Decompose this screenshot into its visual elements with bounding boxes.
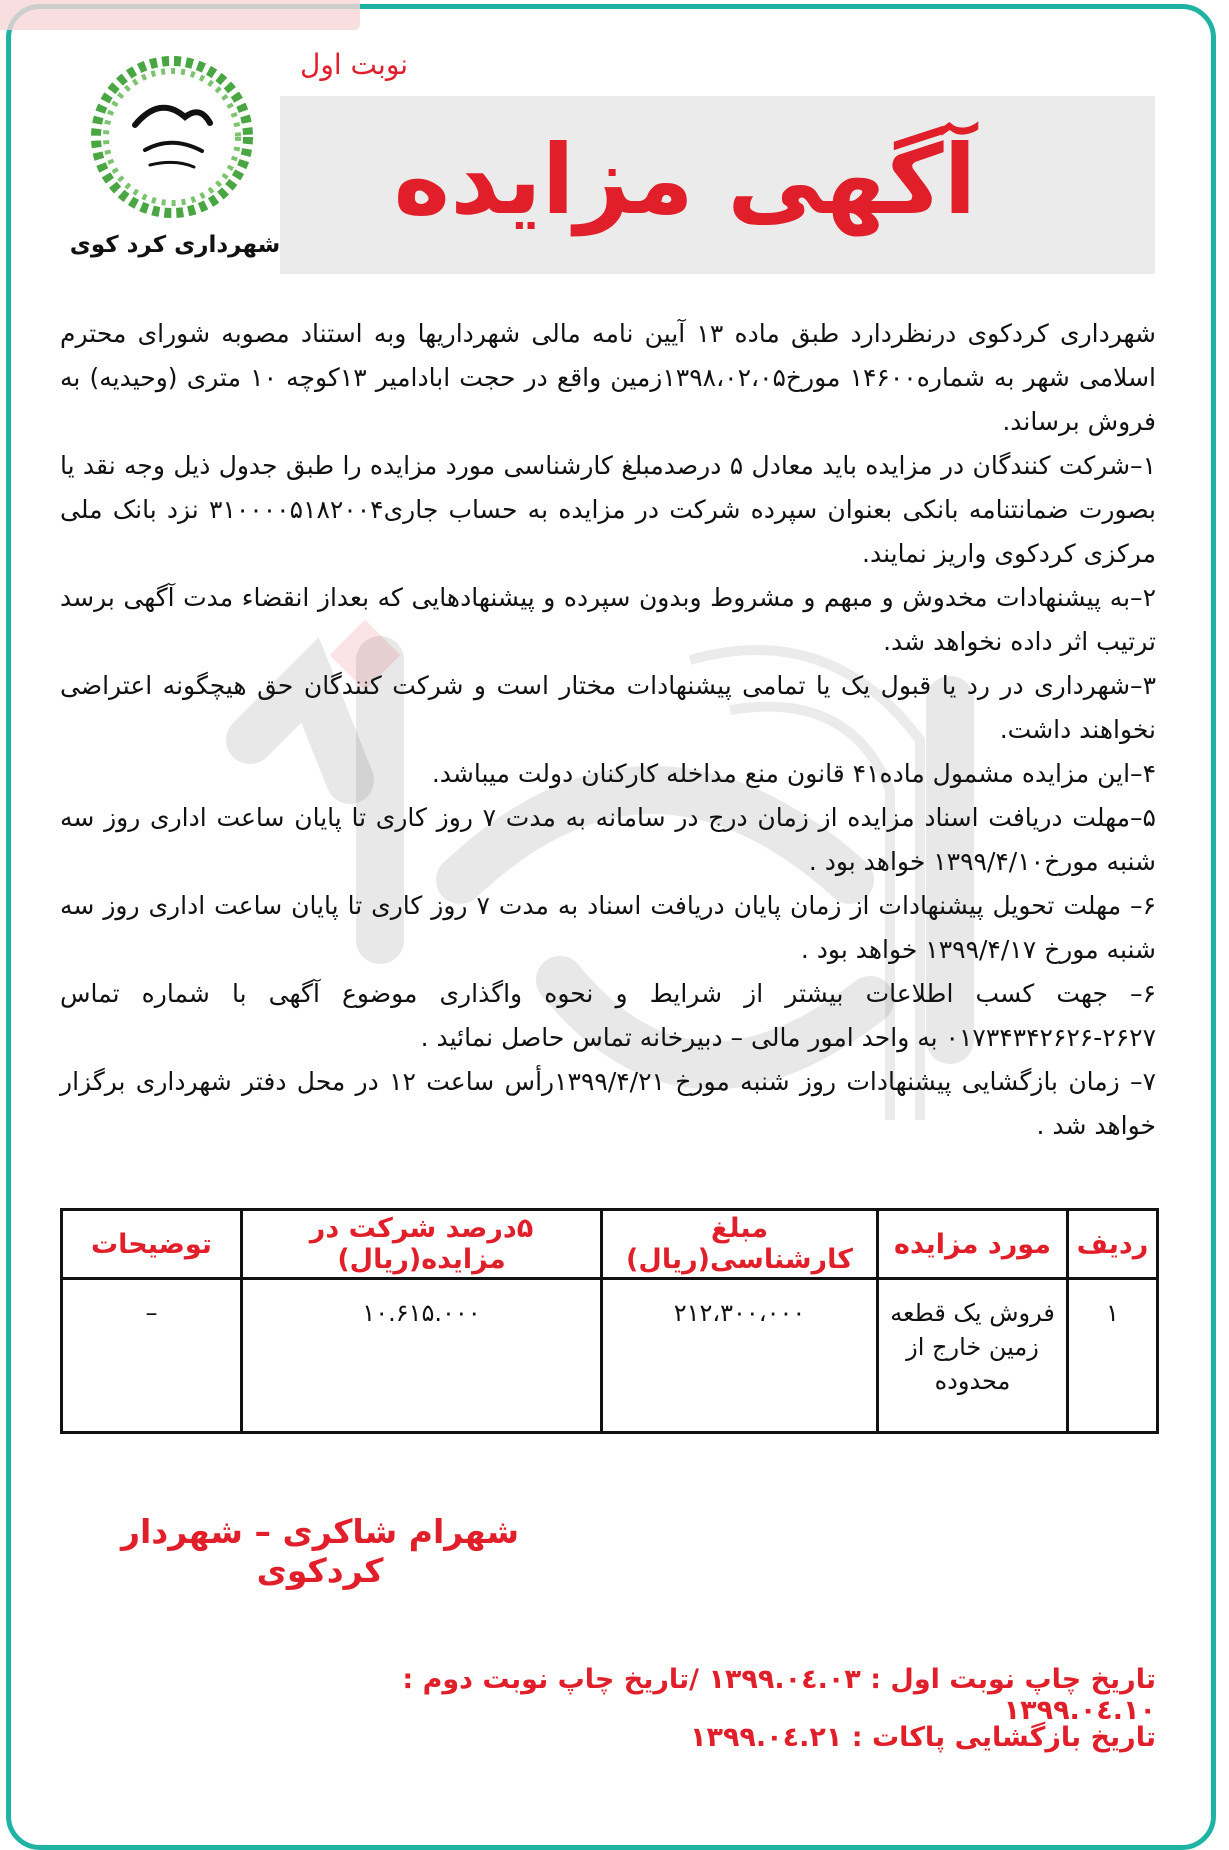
- table-header-row: [62, 1210, 1158, 1279]
- header-expert-price: مبلغ کارشناسی(ریال): [602, 1210, 878, 1279]
- clause-2: ۲–به پیشنهادات مخدوش و مبهم و مشروط وبدون سپرده و پیشنهادهایی که بعداز انقضاء مدت آگهی برسد ترتیب اثر داده نخواهد شد.: [60, 583, 1156, 656]
- auction-table: [60, 1208, 1159, 1434]
- header-row-number: ردیف: [1068, 1210, 1158, 1279]
- clause-7: ۷– زمان بازگشایی پیشنهادات روز شنبه مورخ ۱۳۹۹/۴/۲۱رأس ساعت ۱۲ در محل دفتر شهرداری برگزار خواهد شد .: [60, 1067, 1156, 1140]
- opening-date: تاریخ بازگشایی پاکات : ۱۳۹۹.۰٤.۲۱: [689, 1722, 1156, 1753]
- clause-4: ۴–این مزایده مشمول ماده۴۱ قانون منع مداخله کارکنان دولت میباشد.: [431, 759, 1156, 788]
- cell-deposit: ۱۰.۶۱۵.۰۰۰: [242, 1279, 602, 1433]
- header-deposit: ۵درصد شرکت در مزایده(ریال): [242, 1210, 602, 1279]
- print-dates: تاریخ چاپ نوبت اول : ۱۳۹۹.۰٤.۰۳ /تاریخ چاپ نوبت دوم : ۱۳۹۹.۰٤.۱۰: [402, 1664, 1156, 1726]
- top-tab-decoration: [0, 0, 360, 30]
- publication-round: نوبت اول: [300, 48, 409, 81]
- clause-6: ۶– مهلت تحویل پیشنهادات از زمان پایان دریافت اسناد به مدت ۷ روز کاری تا پایان ساعت اداری روز سه شنبه مورخ ۱۳۹۹/۴/۱۷ خواهد بود .: [60, 891, 1156, 964]
- mayor-signature: شهرام شاکری – شهردار کردکوی: [120, 1512, 520, 1590]
- cell-notes: –: [62, 1279, 242, 1433]
- cell-row-number: ۱: [1068, 1279, 1158, 1433]
- page-title: آگهی مزایده: [393, 124, 977, 236]
- header-item: مورد مزایده: [878, 1210, 1068, 1279]
- header-notes: توضیحات: [62, 1210, 242, 1279]
- clause-3: ۳–شهرداری در رد یا قبول یک یا تمامی پیشنهادات مختار است و شرکت کنندگان حق هیچگونه اعتراضی نخواهند داشت.: [60, 671, 1156, 744]
- clause-6b: ۶– جهت کسب اطلاعات بیشتر از شرایط و نحوه واگذاری موضوع آگهی با شماره تماس ۲۶۲۷-۰۱۷۳۴۳۴۲۶۲۶ به واحد امور مالی – دبیرخانه تماس حاصل نمائید .: [60, 979, 1156, 1052]
- logo-caption: شهرداری کرد کوی: [69, 232, 281, 258]
- cell-expert-price: ۲۱۲،۳۰۰،۰۰۰: [602, 1279, 878, 1433]
- cell-item: فروش یک قطعه زمین خارج از محدوده: [878, 1279, 1068, 1433]
- intro-paragraph: شهرداری کردکوی درنظردارد طبق ماده ۱۳ آیین نامه مالی شهرداریها وبه استناد مصوبه شورای محترم اسلامی شهر به شماره۱۴۶۰۰ مورخ۱۳۹۸،۰۲،۰۵زمین واقع در حجت ابادامیر ۱۳کوچه ۱۰ متری (وحیدیه) به فروش برساند.: [60, 319, 1156, 436]
- clause-1: ۱–شرکت کنندگان در مزایده باید معادل ۵ درصدمبلغ کارشناسی مورد مزایده را طبق جدول ذیل وجه نقد یا بصورت ضمانتنامه بانکی بعنوان سپرده شرکت در مزایده به حساب جاری۳۱۰۰۰۰۵۱۸۲۰۰۴ نزد بانک ملی مرکزی کردکوی واریز نمایند.: [60, 451, 1156, 568]
- clause-5: ۵–مهلت دریافت اسناد مزایده از زمان درج در سامانه به مدت ۷ روز کاری تا پایان ساعت اداری روز سه شنبه مورخ۱۳۹۹/۴/۱۰ خواهد بود .: [60, 803, 1156, 876]
- municipality-logo: [90, 55, 255, 220]
- table-row: [62, 1279, 1158, 1433]
- announcement-body: [60, 312, 1156, 1148]
